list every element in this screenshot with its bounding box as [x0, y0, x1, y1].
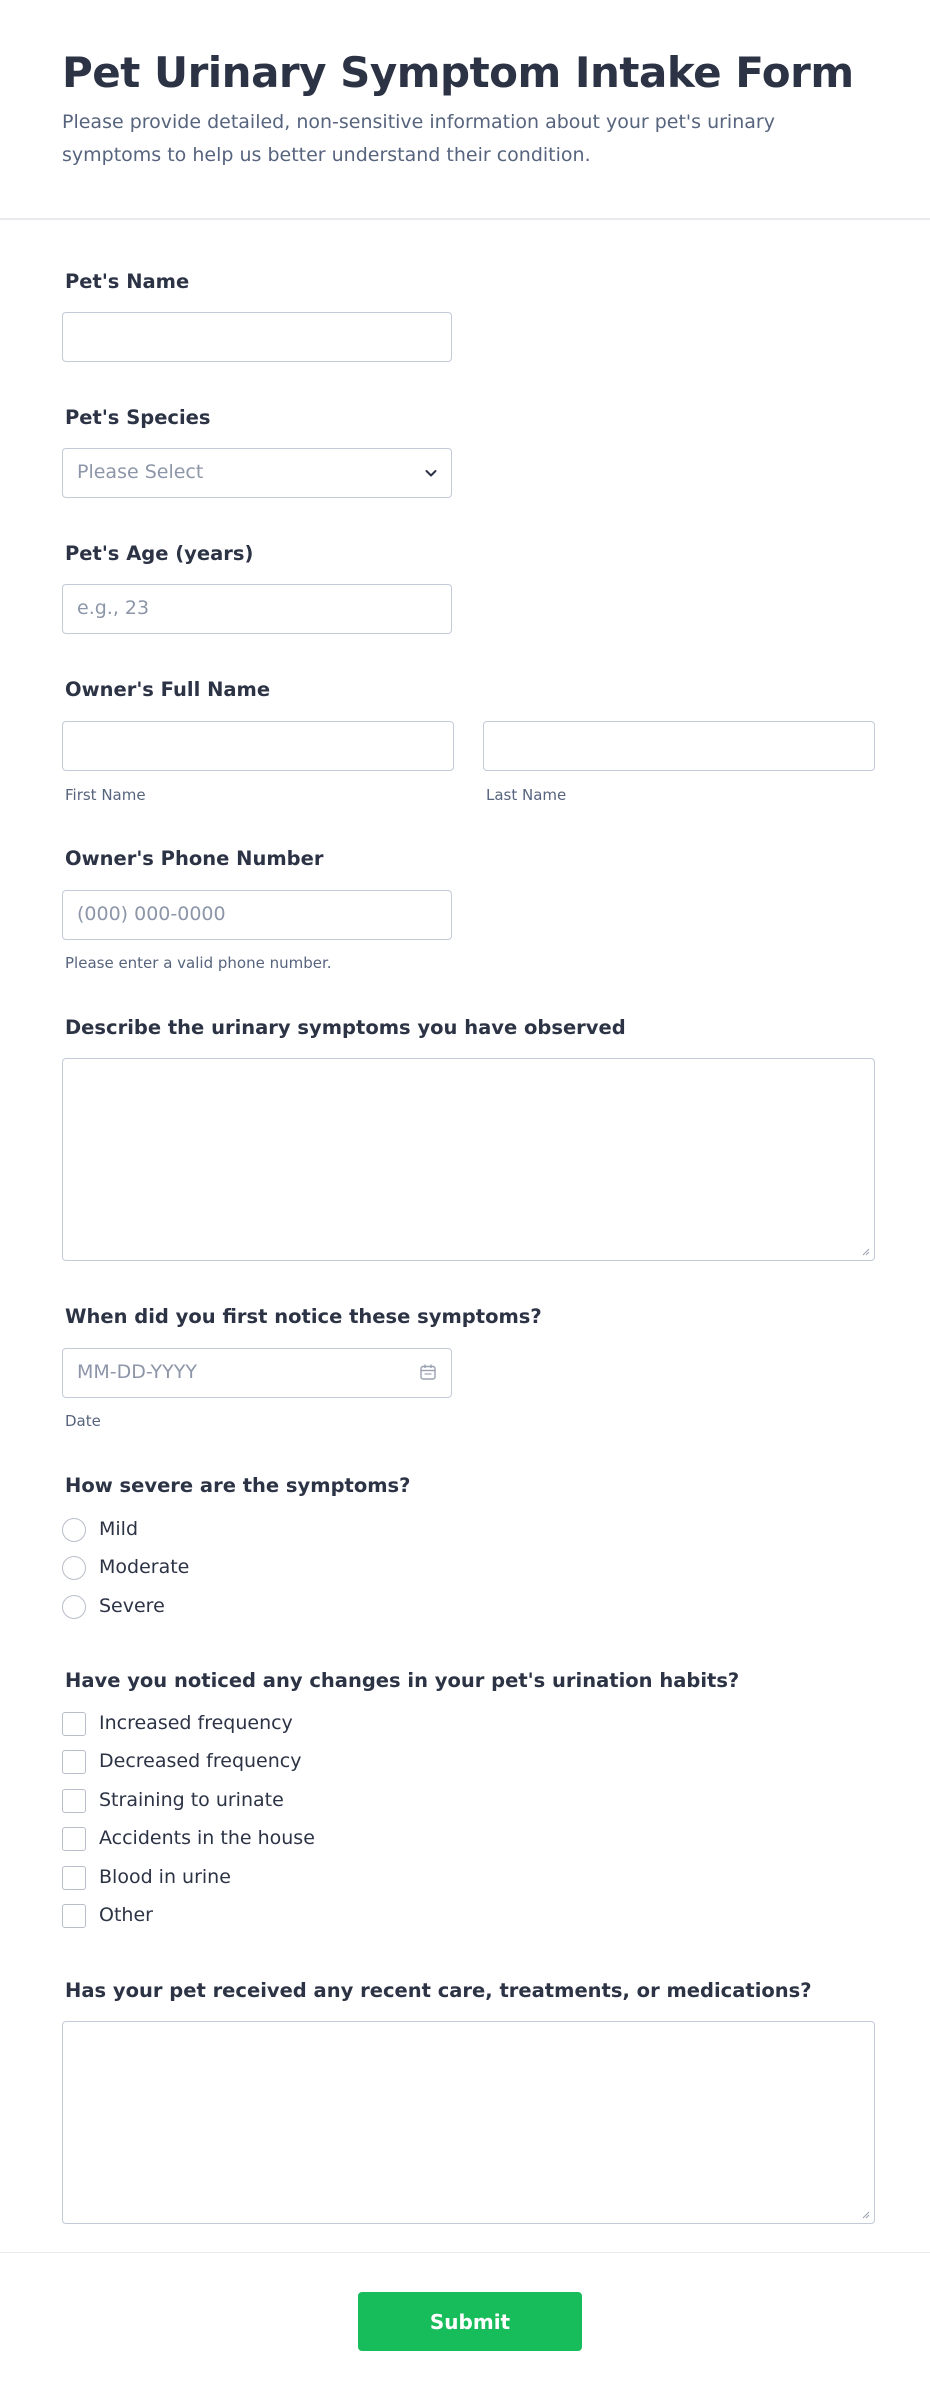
radio-severe[interactable]	[62, 1595, 86, 1619]
checkbox-label-straining: Straining to urinate	[99, 1789, 284, 1811]
care-label: Has your pet received any recent care, treatments, or medications?	[65, 1979, 812, 2002]
pet-name-label: Pet's Name	[65, 270, 190, 293]
checkbox-blood-in-urine[interactable]	[62, 1866, 86, 1890]
phone-placeholder: (000) 000-0000	[77, 903, 226, 925]
severity-label: How severe are the symptoms?	[65, 1474, 411, 1497]
radio-mild[interactable]	[62, 1518, 86, 1542]
radio-label-moderate: Moderate	[99, 1556, 190, 1578]
calendar-icon[interactable]	[419, 1363, 437, 1381]
date-sublabel: Date	[65, 1412, 101, 1430]
species-select[interactable]	[62, 448, 452, 498]
checkbox-decreased-frequency[interactable]	[62, 1750, 86, 1774]
checkbox-label-blood-in-urine: Blood in urine	[99, 1866, 231, 1888]
resize-grip-icon[interactable]	[860, 1246, 870, 1256]
checkbox-other[interactable]	[62, 1904, 86, 1928]
checkbox-label-increased-frequency: Increased frequency	[99, 1712, 293, 1734]
radio-moderate[interactable]	[62, 1556, 86, 1580]
species-label: Pet's Species	[65, 406, 211, 429]
pet-name-input[interactable]	[62, 312, 452, 362]
form-header	[0, 0, 930, 220]
phone-hint: Please enter a valid phone number.	[65, 954, 332, 972]
resize-grip-icon[interactable]	[860, 2209, 870, 2219]
age-label: Pet's Age (years)	[65, 542, 254, 565]
page-title: Pet Urinary Symptom Intake Form	[62, 48, 854, 97]
checkbox-label-other: Other	[99, 1904, 153, 1926]
symptoms-label: Describe the urinary symptoms you have observed	[65, 1016, 626, 1039]
checkbox-increased-frequency[interactable]	[62, 1712, 86, 1736]
species-selected-value: Please Select	[77, 461, 204, 483]
care-textarea[interactable]	[62, 2021, 875, 2224]
checkbox-label-decreased-frequency: Decreased frequency	[99, 1750, 302, 1772]
habits-label: Have you noticed any changes in your pet's urination habits?	[65, 1669, 740, 1692]
submit-button[interactable]: Submit	[358, 2292, 582, 2351]
last-name-input[interactable]	[483, 721, 875, 771]
age-input[interactable]	[62, 584, 452, 634]
radio-label-mild: Mild	[99, 1518, 139, 1540]
last-name-sublabel: Last Name	[486, 786, 567, 804]
radio-label-severe: Severe	[99, 1595, 165, 1617]
checkbox-straining[interactable]	[62, 1789, 86, 1813]
phone-input[interactable]	[62, 890, 452, 940]
phone-label: Owner's Phone Number	[65, 847, 324, 870]
date-placeholder: MM-DD-YYYY	[77, 1361, 197, 1383]
date-input[interactable]	[62, 1348, 452, 1398]
checkbox-label-accidents: Accidents in the house	[99, 1827, 315, 1849]
first-name-input[interactable]	[62, 721, 454, 771]
symptoms-textarea[interactable]	[62, 1058, 875, 1261]
first-noticed-label: When did you first notice these symptoms?	[65, 1305, 542, 1328]
chevron-down-icon	[423, 465, 439, 481]
page-subtitle: Please provide detailed, non-sensitive information about your pet's urinary symptoms to help us better understand their condition.	[62, 111, 775, 166]
age-placeholder: e.g., 23	[77, 597, 150, 619]
owner-name-label: Owner's Full Name	[65, 678, 271, 701]
first-name-sublabel: First Name	[65, 786, 146, 804]
checkbox-accidents[interactable]	[62, 1827, 86, 1851]
